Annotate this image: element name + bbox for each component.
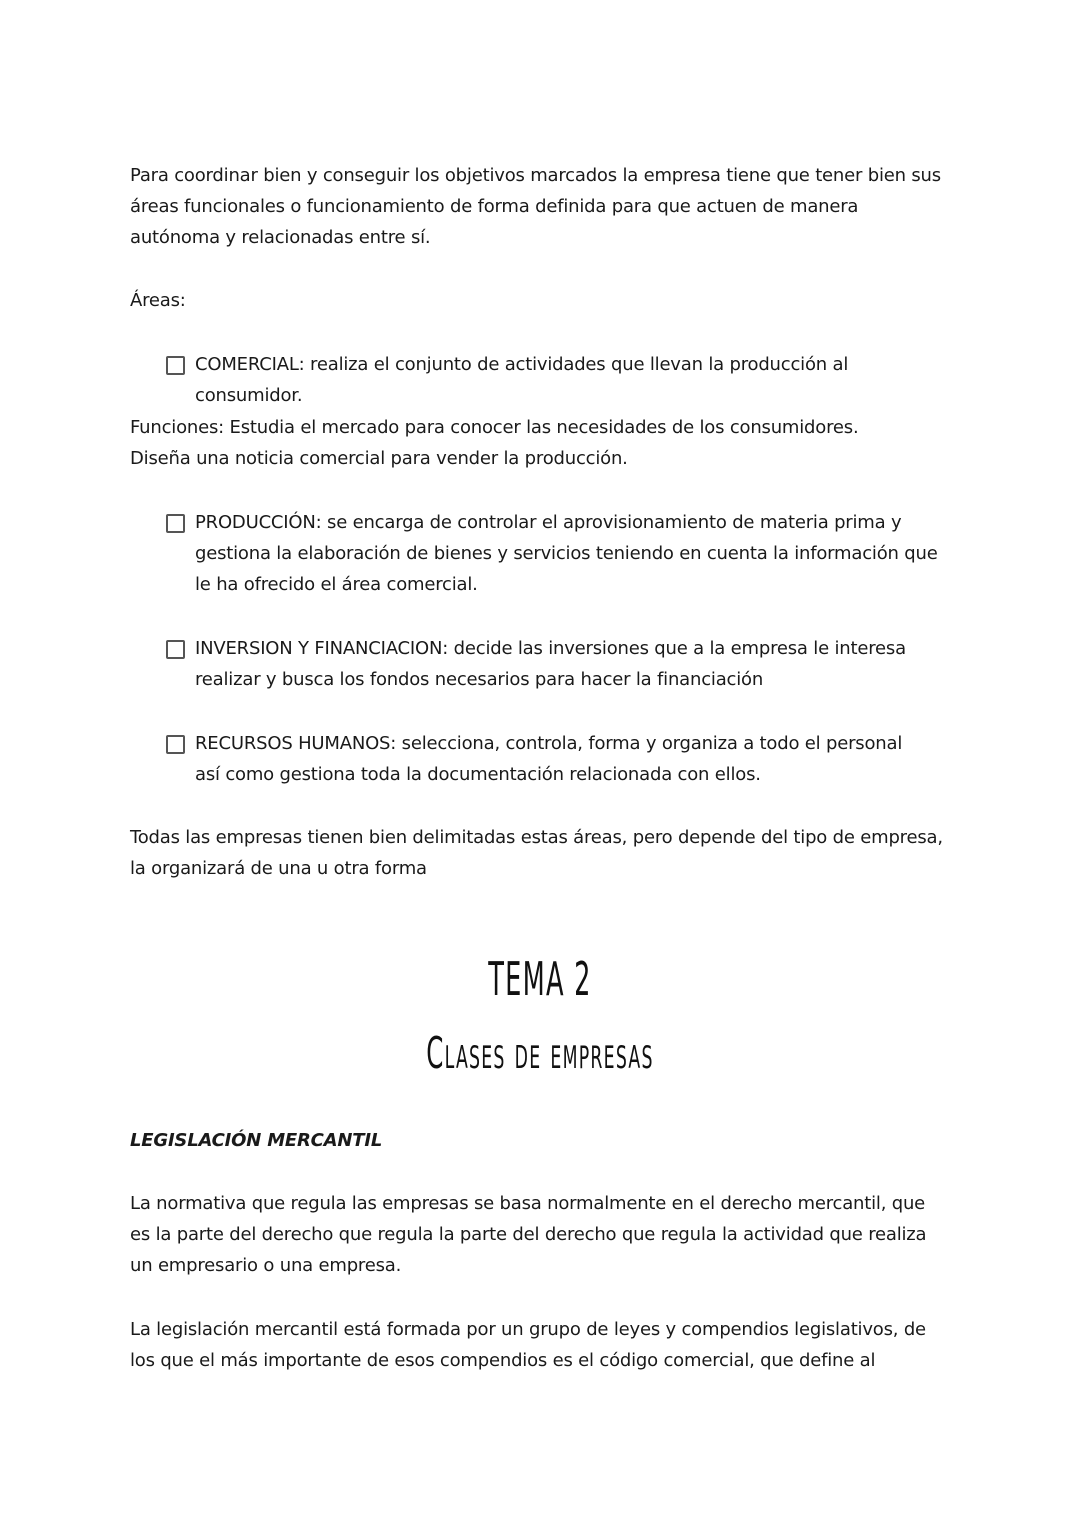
text-line: es la parte del derecho que regula la parte del derecho que regula la actividad que realiza [130,1224,927,1245]
tema-title: TEMA 2 [488,952,592,1006]
tema-subtitle: Clases de empresas [426,1028,654,1079]
text-line: INVERSION Y FINANCIACION: decide las inversiones que a la empresa le interesa [195,638,906,659]
text-line: gestiona la elaboración de bienes y servicios teniendo en cuenta la información que [195,543,938,564]
text-line: los que el más importante de esos compendios es el código comercial, que define al [130,1350,876,1371]
checkbox[interactable] [166,735,185,754]
checkbox[interactable] [166,356,185,375]
list-item-produccion [195,507,938,600]
text-line: La normativa que regula las empresas se basa normalmente en el derecho mercantil, que [130,1193,926,1214]
section-heading: LEGISLACIÓN MERCANTIL [130,1130,383,1151]
text-line: un empresario o una empresa. [130,1255,402,1276]
areas-label: Áreas: [130,290,186,311]
list-item-comercial [195,349,848,411]
text-line: autónoma y relacionadas entre sí. [130,227,431,248]
text-line: COMERCIAL: realiza el conjunto de actividades que llevan la producción al [195,354,849,375]
paragraph-normativa [130,1188,926,1281]
text-line: Para coordinar bien y conseguir los objetivos marcados la empresa tiene que tener bien sus [130,165,941,186]
text-line: la organizará de una u otra forma [130,858,427,879]
checkbox[interactable] [166,640,185,659]
text-line: realizar y busca los fondos necesarios para hacer la financiación [195,669,764,690]
text-line: Diseña una noticia comercial para vender la producción. [130,448,628,469]
intro-paragraph [130,160,941,253]
text-line: consumidor. [195,385,303,406]
text-line: PRODUCCIÓN: se encarga de controlar el aprovisionamiento de materia prima y [195,512,902,533]
text-line: áreas funcionales o funcionamiento de forma definida para que actuen de manera [130,196,859,217]
closing-paragraph [130,822,943,884]
text-line: Funciones: Estudia el mercado para conocer las necesidades de los consumidores. [130,417,859,438]
text-line: Todas las empresas tienen bien delimitadas estas áreas, pero depende del tipo de empresa, [130,827,943,848]
text-line: le ha ofrecido el área comercial. [195,574,478,595]
text-line: La legislación mercantil está formada por un grupo de leyes y compendios legislativos, de [130,1319,926,1340]
text-line: así como gestiona toda la documentación relacionada con ellos. [195,764,761,785]
text-line: RECURSOS HUMANOS: selecciona, controla, forma y organiza a todo el personal [195,733,903,754]
paragraph-legislacion [130,1314,926,1376]
list-item-recursos-humanos [195,728,902,790]
checkbox[interactable] [166,514,185,533]
list-item-inversion [195,633,906,695]
funciones-paragraph [130,412,858,474]
